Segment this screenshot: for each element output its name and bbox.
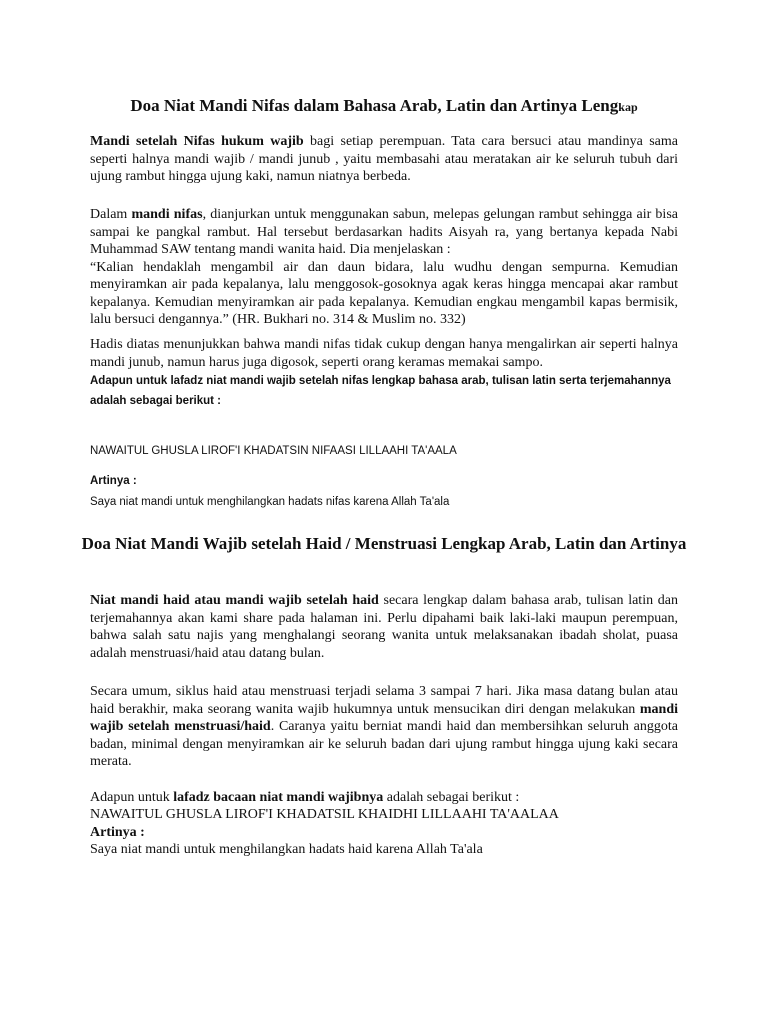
hadith-quote: “Kalian hendaklah mengambil air dan daun bidara, lalu wudhu dengan sempurna. Kemudian menyiramkan air pada kepalanya, lalu menggosok-gosoknya agak keras hingga mencapai akar rambut kepalanya. Kemudian menyiramkan air pada kepalanya. Kemudian engkau mengambil kapas bermisik, lalu bersuci dengannya.” xyxy=(90,259,678,327)
section1-intro-bold: Adapun untuk lafadz niat mandi wajib setelah nifas lengkap bahasa arab, tulisan latin serta terjemahannya adalah sebagai berikut : xyxy=(90,375,671,407)
section2-niat-latin: NAWAITUL GHUSLA LIROF'I KHADATSIL KHAIDHI LILLAAHI TA'AALAA xyxy=(90,807,559,822)
section2-paragraph-1 xyxy=(90,592,678,662)
section2-artinya-text: Saya niat mandi untuk menghilangkan hadats haid karena Allah Ta'ala xyxy=(90,842,483,857)
section1-title-main: Doa Niat Mandi Nifas dalam Bahasa Arab, Latin dan Artinya Leng xyxy=(130,96,619,115)
section2-p1-text: secara lengkap dalam bahasa arab, tulisan latin dan terjemahannya akan kami share pada halaman ini. Perlu dipahami baik laki-laki maupun perempuan, bahwa salah satu najis yang menghalangi seorang wanita untuk melaksanakan ibadah sholat, puasa adalah menstruasi/haid atau datang bulan. xyxy=(90,593,678,661)
section1-p2-text: , dianjurkan untuk menggunakan sabun, melepas gelungan rambut sehingga air bisa sampai ke pangkal rambut. Hal tersebut berdasarkan hadits Aisyah ra, yang bertanya kepada Nabi Muhammad SAW tentang mandi wanita haid. Dia menjelaskan : xyxy=(90,207,678,257)
section1-title-tail: kap xyxy=(618,100,638,114)
section2-p2-bold: mandi wajib setelah menstruasi/haid xyxy=(90,701,678,734)
section2-p3-bold: lafadz bacaan niat mandi wajibnya xyxy=(173,790,384,805)
section1-niat-latin: NAWAITUL GHUSLA LIROF'I KHADATSIN NIFAASI LILLAAHI TA'AALA xyxy=(90,445,457,457)
section2-artinya-label: Artinya : xyxy=(90,825,145,840)
section1-paragraph-2 xyxy=(90,206,678,329)
section2-paragraph-2 xyxy=(90,683,678,771)
section1-artinya-label: Artinya : xyxy=(90,475,137,487)
section1-p1-text: bagi setiap perempuan. Tata cara bersuci atau mandinya sama seperti halnya mandi wajib / mandi junub , yaitu membasahi atau meratakan air ke seluruh tubuh dari ujung rambut hingga ujung kaki, namun niatnya berbeda. xyxy=(90,134,678,184)
section2-p2-text: . Caranya yaitu berniat mandi haid dan membersihkan seluruh anggota badan, minimal dengan menyiramkan air ke seluruh badan dari ujung rambut hingga ujung kaki secara merata. xyxy=(90,719,678,769)
section1-paragraph-1 xyxy=(90,133,678,186)
section1-p3-text: Hadis diatas menunjukkan bahwa mandi nifas tidak cukup dengan hanya mengalirkan air seperti halnya mandi junub, namun harus juga digosok, seperti orang keramas memakai sampo. xyxy=(90,337,678,370)
section2-paragraph-3 xyxy=(90,789,678,807)
section2-title: Doa Niat Mandi Wajib setelah Haid / Menstruasi Lengkap Arab, Latin dan Artinya xyxy=(81,534,687,553)
hadith-reference: (HR. Bukhari no. 314 & Muslim no. 332) xyxy=(228,312,466,327)
section1-paragraph-3 xyxy=(90,336,678,371)
section2-p3-pre: Adapun untuk xyxy=(90,790,174,805)
section1-p2-pre: Dalam xyxy=(90,207,132,222)
section1-title xyxy=(80,95,688,118)
section1-p1-bold: Mandi setelah Nifas hukum wajib xyxy=(90,134,304,149)
section1-p2-bold: mandi nifas xyxy=(131,207,203,222)
section2-p3-text: adalah sebagai berikut : xyxy=(383,790,520,805)
section2-p1-bold: Niat mandi haid atau mandi wajib setelah haid xyxy=(90,593,379,608)
section2-p2-pre: Secara umum, siklus haid atau menstruasi terjadi selama 3 sampai 7 hari. Jika masa datang bulan atau haid berakhir, maka seorang wanita wajib hukumnya untuk mensucikan diri dengan melakukan xyxy=(90,684,678,717)
section1-artinya-text: Saya niat mandi untuk menghilangkan hadats nifas karena Allah Ta'ala xyxy=(90,496,450,508)
